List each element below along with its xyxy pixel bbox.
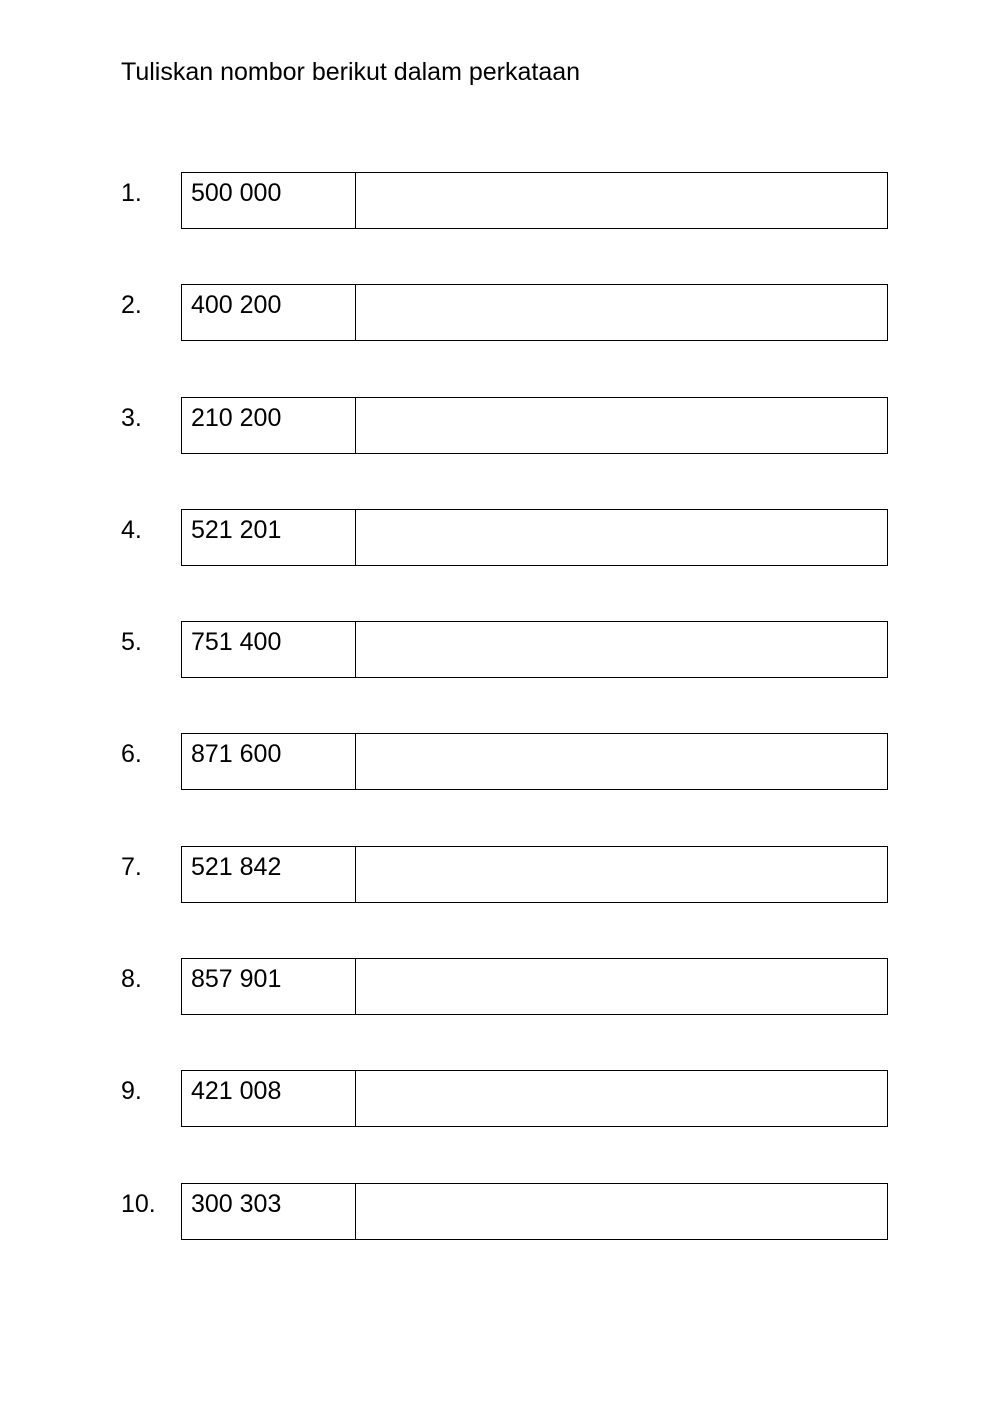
answer-field[interactable] xyxy=(356,1184,887,1239)
question-row-7 xyxy=(0,846,1000,904)
number-value-cell: 521 842 xyxy=(182,847,356,902)
question-number: 3. xyxy=(121,404,142,432)
question-row-10 xyxy=(0,1183,1000,1241)
answer-field[interactable] xyxy=(356,173,887,228)
question-box xyxy=(181,846,888,903)
number-value-cell: 871 600 xyxy=(182,734,356,789)
question-row-1 xyxy=(0,172,1000,230)
answer-field[interactable] xyxy=(356,622,887,677)
number-value-cell: 857 901 xyxy=(182,959,356,1014)
number-value-cell: 210 200 xyxy=(182,398,356,453)
answer-field[interactable] xyxy=(356,1071,887,1126)
number-value-cell: 751 400 xyxy=(182,622,356,677)
question-number: 1. xyxy=(121,179,142,207)
question-number: 4. xyxy=(121,516,142,544)
question-box xyxy=(181,509,888,566)
question-box xyxy=(181,1070,888,1127)
question-box xyxy=(181,733,888,790)
number-value-cell: 421 008 xyxy=(182,1071,356,1126)
answer-field[interactable] xyxy=(356,959,887,1014)
question-row-5 xyxy=(0,621,1000,679)
question-row-9 xyxy=(0,1070,1000,1128)
number-value-cell: 400 200 xyxy=(182,285,356,340)
question-row-2 xyxy=(0,284,1000,342)
number-value-cell: 500 000 xyxy=(182,173,356,228)
answer-field[interactable] xyxy=(356,847,887,902)
question-number: 9. xyxy=(121,1077,142,1105)
question-box xyxy=(181,621,888,678)
question-row-6 xyxy=(0,733,1000,791)
question-number: 8. xyxy=(121,965,142,993)
question-number: 7. xyxy=(121,853,142,881)
number-value-cell: 521 201 xyxy=(182,510,356,565)
answer-field[interactable] xyxy=(356,734,887,789)
question-box xyxy=(181,397,888,454)
question-number: 5. xyxy=(121,628,142,656)
question-box xyxy=(181,1183,888,1240)
question-box xyxy=(181,958,888,1015)
question-box xyxy=(181,284,888,341)
question-row-4 xyxy=(0,509,1000,567)
number-value-cell: 300 303 xyxy=(182,1184,356,1239)
question-number: 2. xyxy=(121,291,142,319)
answer-field[interactable] xyxy=(356,285,887,340)
answer-field[interactable] xyxy=(356,510,887,565)
answer-field[interactable] xyxy=(356,398,887,453)
question-number: 10. xyxy=(121,1190,156,1218)
question-box xyxy=(181,172,888,229)
question-row-8 xyxy=(0,958,1000,1016)
question-number: 6. xyxy=(121,740,142,768)
worksheet-title: Tuliskan nombor berikut dalam perkataan xyxy=(121,58,581,86)
question-row-3 xyxy=(0,397,1000,455)
